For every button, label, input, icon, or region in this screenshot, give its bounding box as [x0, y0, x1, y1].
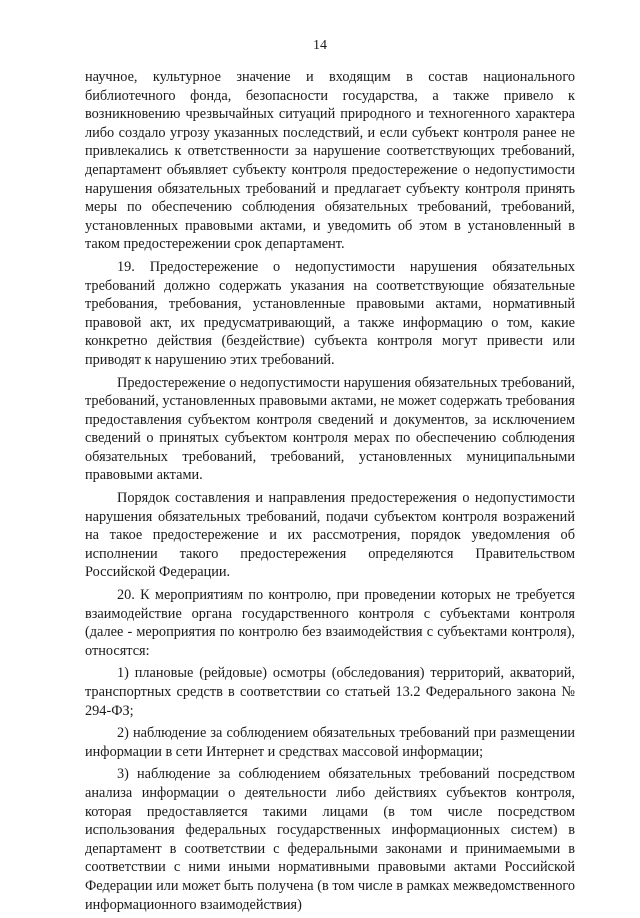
list-item-3: 3) наблюдение за соблюдением обязательных требований посредством анализа информации о деятельности либо действиях субъектов контроля, которая предоставляется такими лицами (в том числе посредством использования федеральных государственных информационных систем) в департамент в соответствии с федеральными законами и принимаемыми в соответствии с ними иными нормативными правовыми актами Российской Федерации или может быть получена (в том числе в рамках межведомственного информационного взаимодействия) [85, 766, 575, 913]
paragraph-warning-content: Предостережение о недопустимости нарушения обязательных требований, требований, установленных правовыми актами, не может содержать требования предоставления субъектом контроля сведений и документов, за исключением сведений о принятых субъектом контроля мерах по обеспечению соблюдения обязательных требований, требований, установленных муниципальными правовыми актами. [85, 374, 575, 484]
paragraph-clause-20: 20. К мероприятиям по контролю, при проведении которых не требуется взаимодействие органа государственного контроля с субъектами контроля (далее - мероприятия по контролю без взаимодействия с субъектами контроля), относятся: [85, 587, 575, 659]
paragraph-clause-19: 19. Предостережение о недопустимости нарушения обязательных требований должно содержать указания на соответствующие обязательные требования, требования, установленные правовыми актами, нормативный правовой акт, их предусматривающий, а также информацию о том, какие конкретно действия (бездействие) субъекта контроля могут привести или приводят к нарушению этих требований. [85, 258, 575, 368]
page-number: 14 [313, 38, 327, 53]
paragraph-continuation: научное, культурное значение и входящим в состав национального библиотечного фонда, безопасности государства, а также привело к возникновению чрезвычайных ситуаций природного и техногенного характера либо создало угрозу указанных последствий, и если субъект контроля ранее не привлекались к ответственности за нарушение соответствующих требований, департамент объявляет субъекту контроля предостережение о недопустимости нарушения обязательных требований и предлагает субъекту контроля принять меры по обеспечению соблюдения обязательных требований, требований, установленных правовыми актами, и уведомить об этом в установленный в таком предостережении срок департамент. [85, 69, 575, 253]
list-item-2: 2) наблюдение за соблюдением обязательных требований при размещении информации в сети Интернет и средствах массовой информации; [85, 725, 575, 760]
list-item-1: 1) плановые (рейдовые) осмотры (обследования) территорий, акваторий, транспортных средств в соответствии со статьей 13.2 Федерального закона № 294-ФЗ; [85, 665, 575, 719]
paragraph-warning-procedure: Порядок составления и направления предостережения о недопустимости нарушения обязательных требований, подачи субъектом контроля возражений на такое предостережение и их рассмотрения, порядок уведомления об исполнении такого предостережения определяются Правительством Российской Федерации. [85, 490, 575, 581]
document-body [85, 68, 575, 918]
